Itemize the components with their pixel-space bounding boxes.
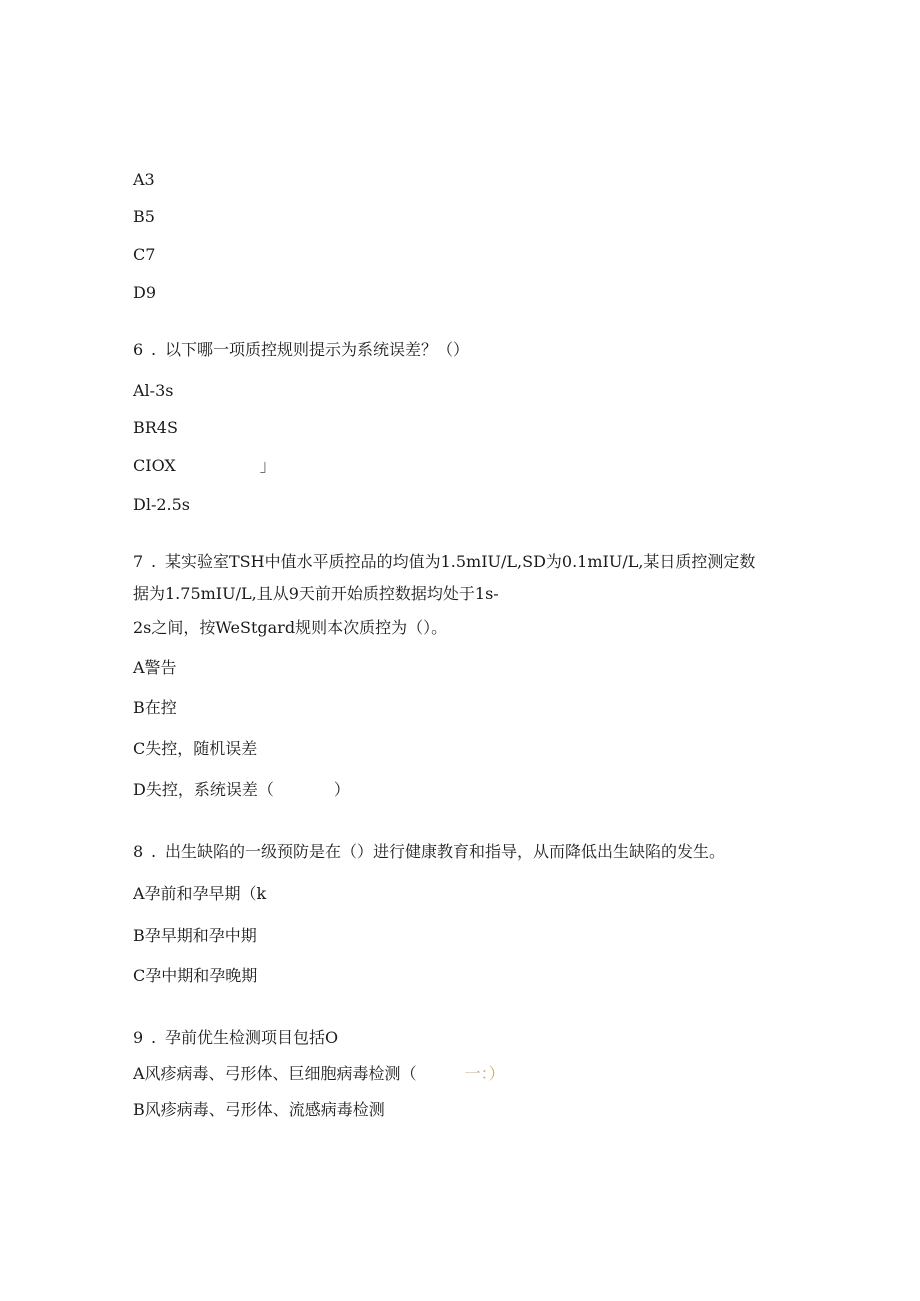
question-number: 7: [133, 552, 144, 571]
question-dot: .: [151, 340, 157, 359]
q6-option-d: Dl-2.5s: [133, 495, 191, 514]
question-dot: .: [151, 1028, 157, 1047]
q6-option-b: BR4S: [133, 418, 178, 437]
q7-option-a: A警告: [133, 658, 177, 677]
question-number: 9: [133, 1028, 144, 1047]
q8-option-a: A孕前和孕早期（k: [133, 884, 267, 903]
question-text: 以下哪一项质控规则提示为系统误差？（）: [165, 340, 470, 359]
faint-mark: 一：）: [464, 1064, 505, 1083]
q6-option-a: Al-3s: [133, 381, 174, 400]
option-a: A3: [133, 170, 155, 189]
q9-option-a-text: A风疹病毒、弓形体、巨细胞病毒检测: [133, 1064, 401, 1083]
question-number: 8: [133, 842, 144, 861]
q7-option-b: B在控: [133, 698, 177, 717]
question-9: [133, 1028, 338, 1048]
q8-option-b: B孕早期和孕中期: [133, 926, 257, 945]
question-6: [133, 340, 469, 360]
stray-mark: 」: [259, 456, 276, 475]
paren-open: （: [400, 1064, 417, 1083]
q7-option-c: C失控，随机误差: [133, 739, 258, 758]
question-dot: .: [151, 552, 157, 571]
question-text-line-1: 某实验室TSH中值水平质控品的均值为1.5mIU/L,SD为0.1mIU/L,某日质控测定数: [165, 552, 756, 571]
option-c: C7: [133, 245, 156, 264]
q7-option-d-text: D失控，系统误差: [133, 780, 258, 799]
q6-option-c-text: CIOX: [133, 456, 176, 475]
option-d: D9: [133, 283, 157, 302]
q7-option-d: [133, 780, 350, 800]
paren-open: （: [257, 780, 274, 799]
question-8: [133, 842, 725, 862]
q8-option-c: C孕中期和孕晚期: [133, 966, 258, 985]
option-b: B5: [133, 207, 155, 226]
question-number: 6: [133, 340, 144, 359]
q6-option-c: [133, 456, 276, 476]
question-7-line-3: 2s之间，按WeStgard规则本次质控为（）。: [133, 618, 448, 637]
question-text: 出生缺陷的一级预防是在（）进行健康教育和指导，从而降低出生缺陷的发生。: [165, 842, 726, 861]
question-7: [133, 552, 755, 572]
q9-option-a: [133, 1064, 505, 1084]
paren-close: ）: [333, 780, 350, 799]
question-text: 孕前优生检测项目包括O: [165, 1028, 339, 1047]
question-7-line-2: 据为1.75mIU/L,且从9天前开始质控数据均处于1s-: [133, 584, 499, 603]
q9-option-b: B风疹病毒、弓形体、流感病毒检测: [133, 1100, 385, 1119]
question-dot: .: [151, 842, 157, 861]
